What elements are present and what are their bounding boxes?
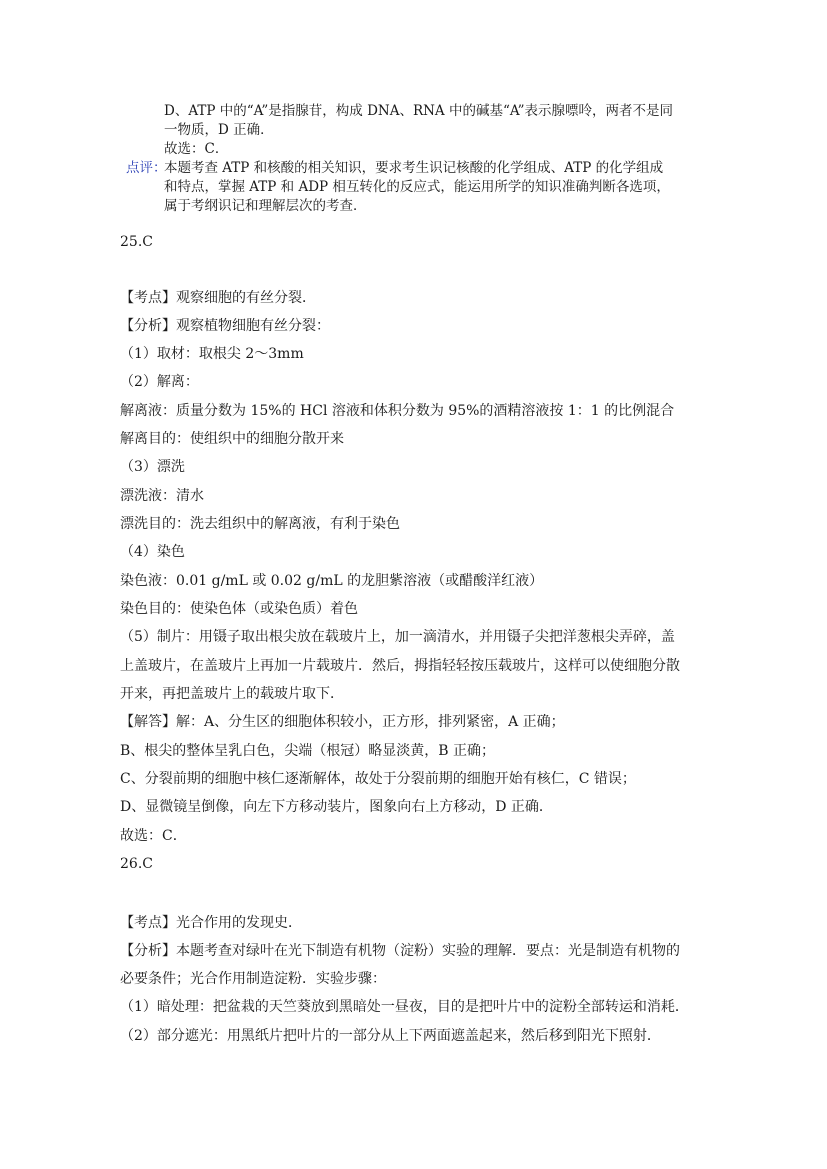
q25-jieda-d: D、显微镜呈倒像，向左下方移动装片，图象向右上方移动，D 正确．	[120, 799, 553, 815]
q25-choice: 故选：C．	[120, 828, 187, 844]
q25-number: 25.C	[120, 234, 153, 250]
q25-jieda-a: 【解答】解：A、分生区的细胞体积较小，正方形，排列紧密，A 正确；	[120, 714, 565, 730]
q24-choice: 故选：C．	[164, 141, 229, 157]
q25-step-3-liquid: 漂洗液：清水	[120, 488, 204, 504]
q25-step-2: （2）解离：	[120, 374, 199, 390]
q25-kaodian: 【考点】观察细胞的有丝分裂．	[120, 290, 316, 306]
q24-comment-line-2: 和特点，掌握 ATP 和 ADP 相互转化的反应式，能运用所学的知识准确判断各选项，	[164, 179, 670, 195]
q25-jieda-b: B、根尖的整体呈乳白色，尖端（根冠）略显淡黄，B 正确；	[120, 743, 496, 759]
q24-comment-line-3: 属于考纲识记和理解层次的考查．	[164, 198, 367, 214]
q24-comment-line-1: 本题考查 ATP 和核酸的相关知识，要求考生识记核酸的化学组成、ATP 的化学组成	[164, 160, 664, 176]
q26-number: 26.C	[120, 856, 153, 872]
q25-step-5-line-2: 上盖玻片，在盖玻片上再加一片载玻片．然后，拇指轻轻按压载玻片，这样可以使细胞分散	[120, 658, 680, 674]
q26-step-1: （1）暗处理：把盆栽的天竺葵放到黑暗处一昼夜，目的是把叶片中的淀粉全部转运和消耗．	[120, 999, 689, 1015]
q26-fenxi-line-1: 【分析】本题考查对绿叶在光下制造有机物（淀粉）实验的理解．要点：光是制造有机物的	[120, 943, 680, 959]
q25-step-3: （3）漂洗	[120, 459, 185, 475]
q25-step-5-line-3: 开来，再把盖玻片上的载玻片取下．	[120, 686, 344, 702]
q25-step-4-purpose: 染色目的：使染色体（或染色质）着色	[120, 601, 358, 617]
q25-step-4: （4）染色	[120, 544, 185, 560]
q25-step-2-liquid: 解离液：质量分数为 15%的 HCl 溶液和体积分数为 95%的酒精溶液按 1：1 的比例混合	[120, 403, 675, 419]
q25-step-3-purpose: 漂洗目的：洗去组织中的解离液，有利于染色	[120, 516, 400, 532]
q25-jieda-c: C、分裂前期的细胞中核仁逐渐解体，故处于分裂前期的细胞开始有核仁，C 错误；	[120, 771, 636, 787]
q24-option-d-line-1: D、ATP 中的“A”是指腺苷，构成 DNA、RNA 中的碱基“A”表示腺嘌呤，两者不是同	[164, 103, 674, 119]
q26-kaodian: 【考点】光合作用的发现史．	[120, 915, 302, 931]
q24-comment-label: 点评：	[126, 160, 167, 176]
q25-step-2-purpose: 解离目的：使组织中的细胞分散开来	[120, 431, 344, 447]
q25-step-1: （1）取材：取根尖 2～3mm	[120, 346, 304, 362]
q25-step-5-line-1: （5）制片：用镊子取出根尖放在载玻片上，加一滴清水，并用镊子尖把洋葱根尖弄碎，盖	[120, 629, 675, 645]
q24-option-d-line-2: 一物质，D 正确．	[164, 122, 274, 138]
q25-step-4-liquid: 染色液：0.01 g/mL 或 0.02 g/mL 的龙胆紫溶液（或醋酸洋红液）	[120, 573, 544, 589]
q25-fenxi: 【分析】观察植物细胞有丝分裂：	[120, 318, 330, 334]
q26-step-2: （2）部分遮光：用黑纸片把叶片的一部分从上下两面遮盖起来，然后移到阳光下照射．	[120, 1028, 661, 1044]
q26-fenxi-line-2: 必要条件；光合作用制造淀粉．实验步骤：	[120, 971, 386, 987]
